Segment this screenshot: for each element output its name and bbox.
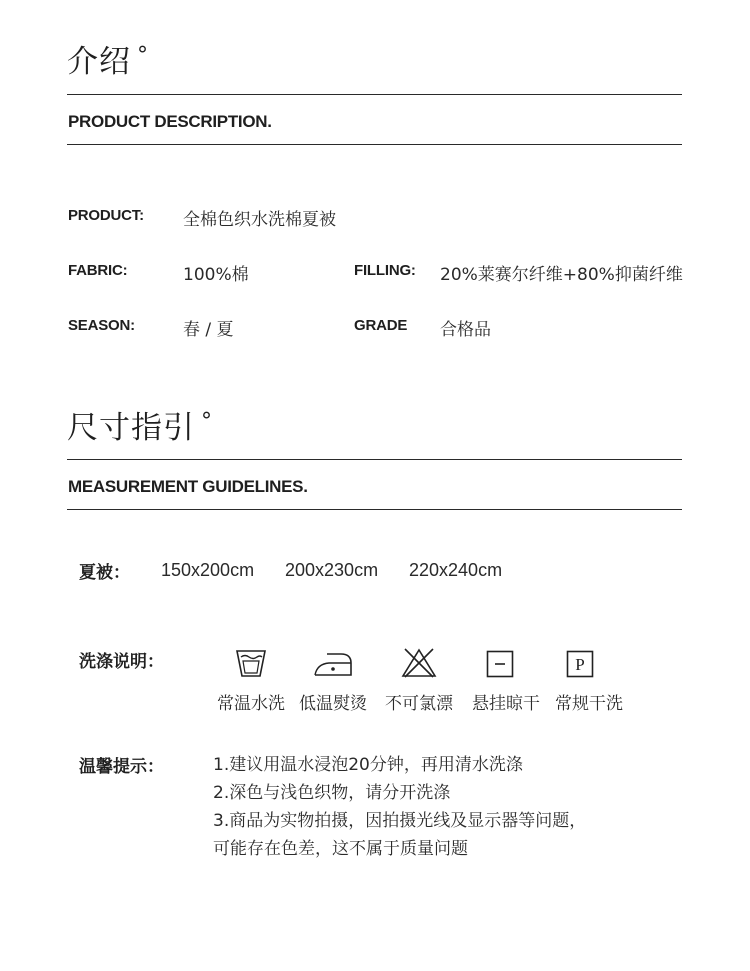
grade-value: 合格品 bbox=[440, 320, 491, 340]
divider bbox=[67, 509, 682, 510]
no-bleach-icon bbox=[401, 647, 437, 679]
tip-line: 3.商品为实物拍摄，因拍摄光线及显示器等问题， bbox=[213, 811, 587, 831]
intro-title-text: 介绍 bbox=[67, 44, 131, 80]
dry-clean-glyph: P bbox=[575, 655, 585, 674]
tips-label: 温馨提示： bbox=[79, 757, 164, 777]
care-text: 不可氯漂 bbox=[385, 694, 453, 714]
grade-label: GRADE bbox=[354, 317, 408, 334]
degree-mark: ° bbox=[201, 409, 213, 434]
degree-mark: ° bbox=[137, 43, 149, 68]
filling-value: 20%莱赛尔纤维+80%抑菌纤维 bbox=[440, 265, 683, 285]
dry-clean-icon bbox=[566, 650, 594, 678]
care-label: 洗涤说明： bbox=[79, 652, 164, 672]
care-text: 常温水洗 bbox=[217, 694, 285, 714]
care-text: 悬挂晾干 bbox=[472, 694, 540, 714]
season-label: SEASON: bbox=[68, 317, 135, 334]
divider bbox=[67, 94, 682, 95]
product-label: PRODUCT: bbox=[68, 207, 144, 224]
divider bbox=[67, 459, 682, 460]
filling-label: FILLING: bbox=[354, 262, 416, 279]
care-text: 低温熨烫 bbox=[299, 694, 367, 714]
size-title bbox=[67, 402, 213, 447]
season-value: 春 / 夏 bbox=[183, 320, 234, 340]
hang-dry-icon bbox=[486, 650, 514, 678]
fabric-value: 100%棉 bbox=[183, 265, 249, 285]
tip-line: 1.建议用温水浸泡20分钟，再用清水洗涤 bbox=[213, 755, 523, 775]
size-subtitle: MEASUREMENT GUIDELINES. bbox=[68, 477, 308, 496]
size-option: 150x200cm bbox=[161, 560, 255, 580]
intro-subtitle: PRODUCT DESCRIPTION. bbox=[68, 112, 272, 131]
product-value: 全棉色织水洗棉夏被 bbox=[183, 210, 336, 230]
size-option: 220x240cm bbox=[409, 560, 503, 580]
divider bbox=[67, 144, 682, 145]
size-option: 200x230cm bbox=[285, 560, 379, 580]
tip-line: 可能存在色差，这不属于质量问题 bbox=[213, 839, 468, 859]
size-title-text: 尺寸指引 bbox=[67, 410, 195, 446]
tips-list bbox=[213, 751, 586, 863]
tip-line: 2.深色与浅色织物，请分开洗涤 bbox=[213, 783, 451, 803]
wash-tub-icon bbox=[235, 648, 267, 678]
fabric-label: FABRIC: bbox=[68, 262, 128, 279]
quilt-label: 夏被： bbox=[79, 563, 130, 583]
iron-icon bbox=[313, 651, 353, 677]
care-text: 常规干洗 bbox=[555, 694, 623, 714]
intro-title bbox=[67, 36, 149, 81]
